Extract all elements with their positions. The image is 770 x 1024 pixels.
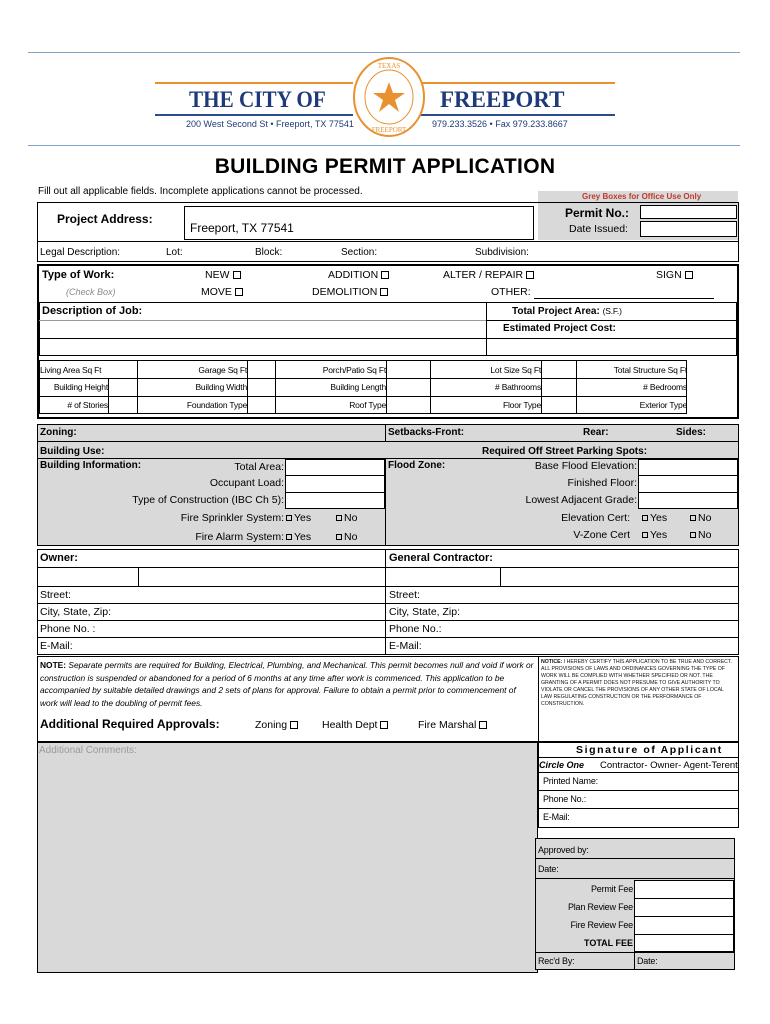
flood-zone-label: Flood Zone: bbox=[388, 460, 446, 471]
approval-health[interactable]: Health Dept bbox=[322, 720, 388, 731]
owner-street-label: Street: bbox=[40, 589, 71, 601]
building-height-label: Building Height bbox=[53, 382, 108, 392]
move-option[interactable]: MOVE bbox=[201, 287, 243, 298]
approval-zoning[interactable]: Zoning bbox=[255, 720, 298, 731]
date-issued-field[interactable] bbox=[640, 221, 737, 237]
owner-label: Owner: bbox=[40, 552, 78, 564]
header-bottom-rule bbox=[28, 145, 740, 146]
section-label: Section: bbox=[341, 247, 378, 258]
total-fee-label: TOTAL FEE bbox=[583, 938, 633, 948]
other-input-line[interactable] bbox=[534, 298, 714, 299]
owner-email-label: E-Mail: bbox=[40, 640, 73, 652]
comments-label: Additional Comments: bbox=[39, 745, 137, 756]
page-title: BUILDING PERMIT APPLICATION bbox=[214, 155, 556, 178]
lot-label: Lot: bbox=[166, 247, 183, 258]
type-of-work-label: Type of Work: bbox=[42, 269, 115, 281]
notice-text: NOTICE: I HEREBY CERTIFY THIS APPLICATION TO BE TRUE AND CORRECT. ALL PROVISIONS OF LAWS AND ORDINANCES GOVERNING THE TYPE OF WORK WILL BE COMPLIED WITH WHETHER SPECIFIED OR NOT. THE GRANTING OF A PERMIT DOES NOT PRESUME TO GIVE AUTHORITY TO VIOLATE OR CANCEL THE PROVISIONS OF ANY OTHER STATE OF LOCAL LAW REGULATING CONSTRUCTION OR THE PERFORMANCE OF CONSTRUCTION. bbox=[541, 659, 732, 708]
building-use-label: Building Use: bbox=[40, 446, 105, 457]
permit-no-field[interactable] bbox=[640, 205, 737, 219]
bathrooms-label: # Bathrooms bbox=[495, 382, 541, 392]
city-phone: 979.233.3526 • Fax 979.233.8667 bbox=[432, 119, 568, 129]
contractor-email-label: E-Mail: bbox=[389, 640, 422, 652]
sprinkler-no[interactable]: No bbox=[336, 513, 357, 524]
vzone-no-checkbox[interactable] bbox=[690, 532, 696, 538]
elevation-no[interactable]: No bbox=[690, 513, 711, 524]
sign-checkbox[interactable] bbox=[685, 271, 693, 279]
other-label: OTHER: bbox=[491, 286, 531, 298]
move-checkbox[interactable] bbox=[235, 288, 243, 296]
parties-section bbox=[37, 549, 739, 655]
sprinkler-yes-checkbox[interactable] bbox=[286, 515, 292, 521]
bfe-label: Base Flood Elevation: bbox=[534, 460, 637, 472]
vzone-yes-checkbox[interactable] bbox=[642, 532, 648, 538]
garage-label: Garage Sq Ft bbox=[198, 365, 247, 375]
printed-name-label: Printed Name: bbox=[543, 776, 598, 786]
alarm-label: Fire Alarm System: bbox=[195, 531, 284, 543]
construction-type-label: Type of Construction (IBC Ch 5): bbox=[132, 494, 284, 506]
header-orange-rule-right bbox=[420, 82, 615, 84]
foundation-label: Foundation Type bbox=[186, 400, 247, 410]
total-area-office-label: Total Area: bbox=[234, 461, 284, 473]
zoning-label: Zoning: bbox=[40, 427, 77, 438]
est-cost-label: Estimated Project Cost: bbox=[503, 323, 616, 334]
comments-box[interactable] bbox=[37, 742, 538, 973]
lot-size-label: Lot Size Sq Ft bbox=[490, 365, 541, 375]
header-top-rule bbox=[28, 52, 740, 53]
roof-label: Roof Type bbox=[349, 400, 386, 410]
contractor-phone-label: Phone No.: bbox=[389, 623, 442, 635]
stories-label: # of Stories bbox=[67, 400, 108, 410]
exterior-label: Exterior Type bbox=[639, 400, 687, 410]
addition-checkbox[interactable] bbox=[381, 271, 389, 279]
contractor-street-label: Street: bbox=[389, 589, 420, 601]
setbacks-label: Setbacks-Front: bbox=[388, 427, 465, 438]
sprinkler-yes[interactable]: Yes bbox=[286, 513, 311, 524]
project-address-label: Project Address: bbox=[57, 212, 153, 226]
elevation-no-checkbox[interactable] bbox=[690, 515, 696, 521]
city-name-right: FREEPORT bbox=[440, 87, 565, 112]
alter-repair-option[interactable]: ALTER / REPAIR bbox=[443, 270, 534, 281]
office-info-fields[interactable] bbox=[285, 459, 385, 509]
contractor-city-label: City, State, Zip: bbox=[389, 606, 460, 618]
building-info-label: Building Information: bbox=[40, 460, 142, 471]
alter-repair-checkbox[interactable] bbox=[526, 271, 534, 279]
demolition-option[interactable]: DEMOLITION bbox=[312, 287, 388, 298]
circle-one-label: Circle One bbox=[539, 760, 585, 770]
living-area-label: Living Area Sq Ft bbox=[40, 365, 102, 375]
approval-health-checkbox[interactable] bbox=[380, 721, 388, 729]
building-width-label: Building Width bbox=[195, 382, 247, 392]
date-issued-label: Date Issued: bbox=[569, 223, 628, 235]
plan-review-fee-label: Plan Review Fee bbox=[567, 902, 633, 912]
sides-label: Sides: bbox=[676, 427, 707, 438]
alarm-yes[interactable]: Yes bbox=[286, 532, 311, 543]
header-blue-rule-right bbox=[420, 114, 615, 116]
permit-fee-label: Permit Fee bbox=[590, 884, 633, 894]
alarm-no-checkbox[interactable] bbox=[336, 534, 342, 540]
porch-label: Porch/Patio Sq Ft bbox=[322, 365, 386, 375]
description-field[interactable] bbox=[40, 321, 485, 355]
parking-label: Required Off Street Parking Spots: bbox=[482, 446, 648, 457]
permit-no-label: Permit No.: bbox=[565, 206, 630, 220]
svg-text:FREEPORT: FREEPORT bbox=[371, 126, 407, 134]
svg-text:TEXAS: TEXAS bbox=[377, 62, 401, 70]
vzone-yes[interactable]: Yes bbox=[642, 530, 667, 541]
flood-fields[interactable] bbox=[638, 459, 738, 509]
elevation-yes-checkbox[interactable] bbox=[642, 515, 648, 521]
city-name-left: THE CITY OF bbox=[189, 87, 326, 112]
demolition-checkbox[interactable] bbox=[380, 288, 388, 296]
city-address: 200 West Second St • Freeport, TX 77541 bbox=[186, 119, 354, 129]
project-address-value: Freeport, TX 77541 bbox=[190, 221, 294, 235]
vzone-cert-label: V-Zone Cert bbox=[573, 529, 630, 541]
recd-date-label: Date: bbox=[637, 956, 658, 966]
lag-label: Lowest Adjacent Grade: bbox=[525, 494, 637, 506]
floor-label: Floor Type bbox=[502, 400, 541, 410]
recd-by-label: Rec'd By: bbox=[538, 956, 575, 966]
elevation-cert-label: Elevation Cert: bbox=[561, 512, 630, 524]
signature-email-label: E-Mail: bbox=[543, 812, 570, 822]
elevation-yes[interactable]: Yes bbox=[642, 513, 667, 524]
note-text: NOTE: Separate permits are required for Building, Electrical, Plumbing, and Mechanical. This permit becomes null and void if work or construction is suspended or abandoned for a period of 6 months at any time after work is commenced. This application to be accompanied by suitable detailed drawings and 2 sets of plans for approval. Failure to obtain a permit prior to commencement of work will lead to the doubling of permit fees. bbox=[40, 660, 534, 708]
finished-floor-label: Finished Floor: bbox=[567, 477, 637, 489]
addition-option[interactable]: ADDITION bbox=[328, 270, 389, 281]
block-label: Block: bbox=[255, 247, 283, 258]
sprinkler-label: Fire Sprinkler System: bbox=[180, 512, 284, 524]
fire-review-fee-label: Fire Review Fee bbox=[570, 920, 633, 930]
owner-city-label: City, State, Zip: bbox=[40, 606, 111, 618]
approval-fire[interactable]: Fire Marshal bbox=[418, 720, 487, 731]
approval-zoning-checkbox[interactable] bbox=[290, 721, 298, 729]
new-option[interactable]: NEW bbox=[205, 270, 241, 281]
approved-by-label: Approved by: bbox=[538, 845, 589, 855]
instructions: Fill out all applicable fields. Incomplete applications cannot be processed. bbox=[38, 186, 363, 197]
vzone-no[interactable]: No bbox=[690, 530, 711, 541]
header-blue-rule-left bbox=[155, 114, 353, 116]
description-label: Description of Job: bbox=[42, 305, 143, 317]
check-box-hint: (Check Box) bbox=[66, 287, 116, 297]
building-length-label: Building Length bbox=[330, 382, 386, 392]
alarm-yes-checkbox[interactable] bbox=[286, 534, 292, 540]
city-seal-icon bbox=[352, 56, 426, 138]
alarm-no[interactable]: No bbox=[336, 532, 357, 543]
approved-date-label: Date: bbox=[538, 864, 559, 874]
office-use-note-text: Grey Boxes for Office Use Only bbox=[582, 192, 702, 201]
sprinkler-no-checkbox[interactable] bbox=[336, 515, 342, 521]
legal-description-label: Legal Description: bbox=[40, 247, 121, 258]
sign-option[interactable]: SIGN bbox=[656, 270, 693, 281]
approvals-label: Additional Required Approvals: bbox=[40, 717, 220, 731]
new-checkbox[interactable] bbox=[233, 271, 241, 279]
occupant-load-label: Occupant Load: bbox=[209, 477, 284, 489]
total-area-label: Total Project Area: (S.F.) bbox=[512, 306, 622, 317]
approval-fire-checkbox[interactable] bbox=[479, 721, 487, 729]
total-structure-label: Total Structure Sq Ft bbox=[613, 365, 687, 375]
header-orange-rule-left bbox=[155, 82, 353, 84]
bedrooms-label: # Bedrooms bbox=[643, 382, 687, 392]
rear-label: Rear: bbox=[583, 427, 609, 438]
subdivision-label: Subdivision: bbox=[475, 247, 529, 258]
contractor-label: General Contractor: bbox=[389, 552, 493, 564]
owner-phone-label: Phone No. : bbox=[40, 623, 96, 635]
applicant-roles[interactable]: Contractor- Owner- Agent-Terent bbox=[600, 760, 738, 771]
signature-phone-label: Phone No.: bbox=[543, 794, 587, 804]
signature-title: Signature of Applicant bbox=[576, 744, 723, 756]
